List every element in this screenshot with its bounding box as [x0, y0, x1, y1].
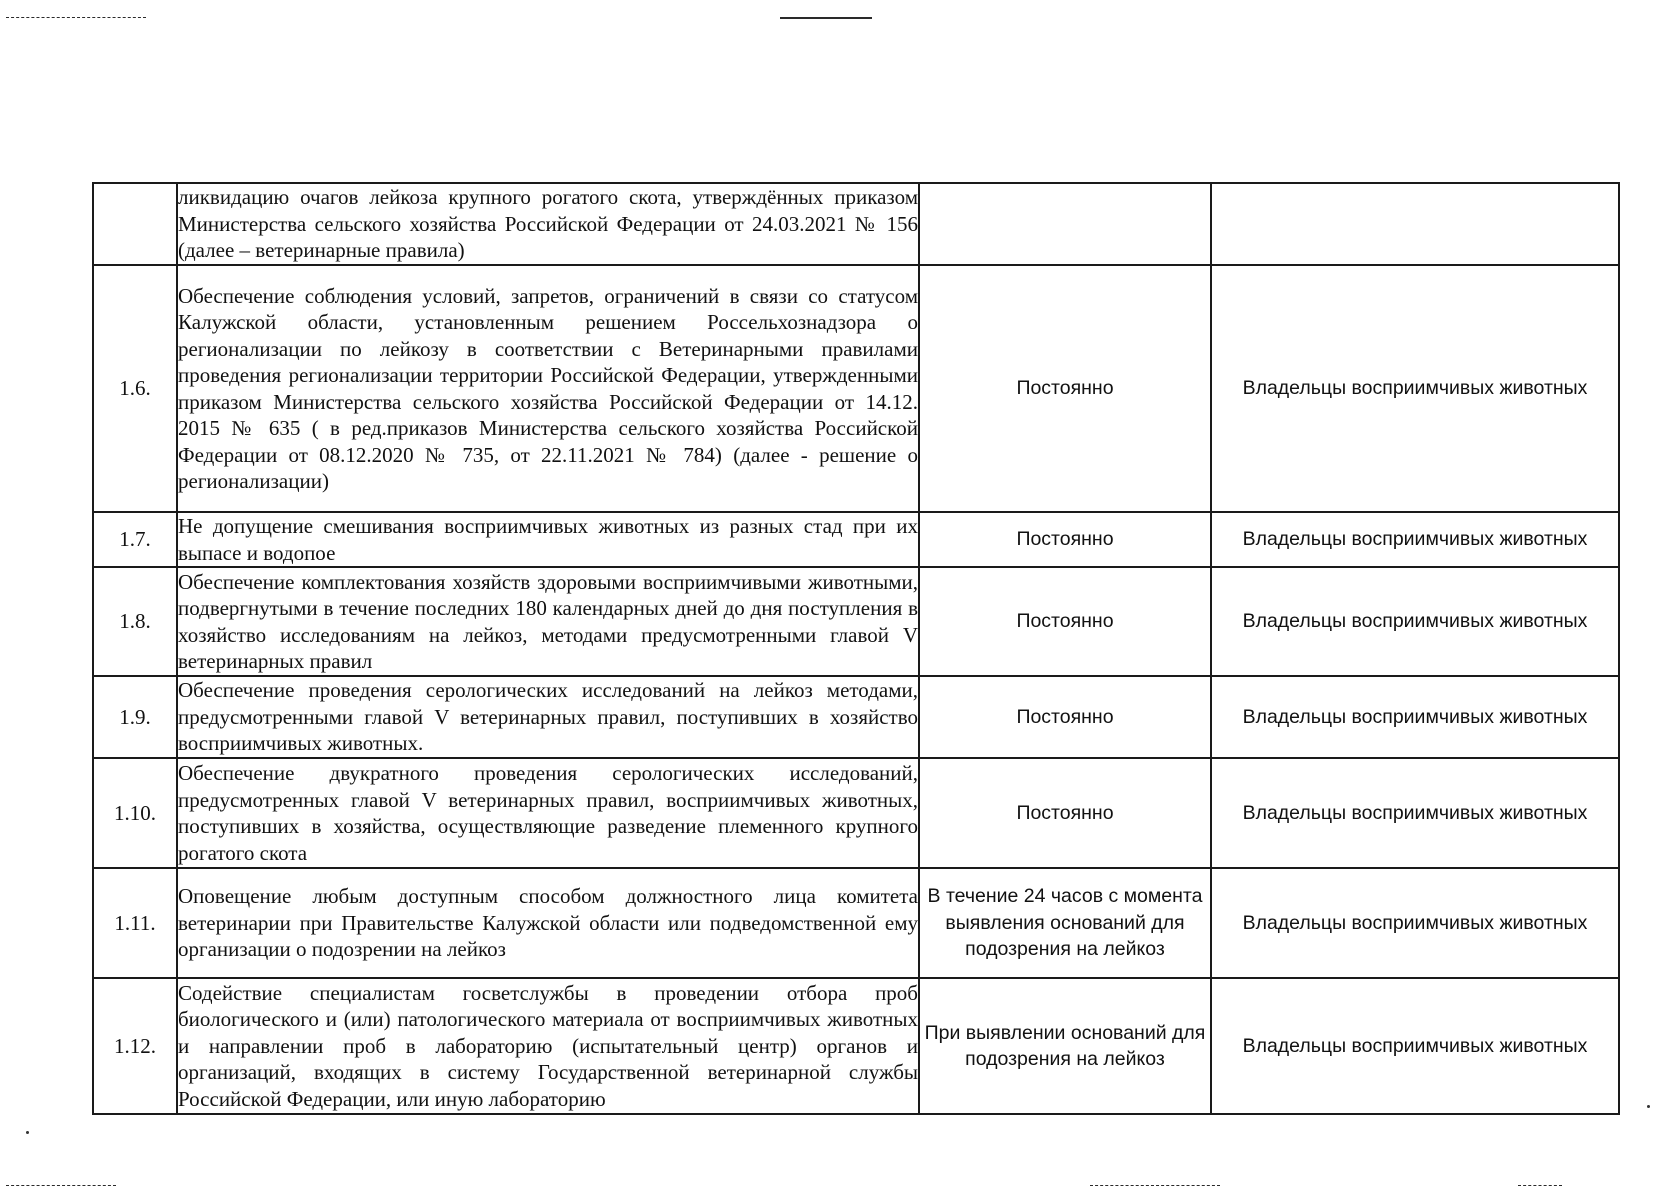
table-row-continuation — [93, 183, 1619, 265]
row-responsible — [1211, 183, 1619, 265]
row-responsible: Владельцы восприимчивых животных — [1211, 868, 1619, 978]
row-number: 1.10. — [93, 758, 177, 868]
row-number: 1.12. — [93, 978, 177, 1114]
row-description: Содействие специалистам госветслужбы в проведении отбора проб биологического и (или) патологического материала от восприимчивых животных и направлении проб в лабораторию (испытательный центр) органов и организаций, входящих в систему Государственной ветеринарной службы Российской Федерации, или иную лабораторию — [177, 978, 919, 1114]
row-number: 1.7. — [93, 512, 177, 567]
row-term: Постоянно — [919, 567, 1211, 676]
table-row-1-8 — [93, 567, 1619, 676]
scan-artifact-top-left — [6, 17, 146, 18]
row-term: Постоянно — [919, 512, 1211, 567]
row-term — [919, 183, 1211, 265]
scan-artifact-bottom-right — [1518, 1185, 1562, 1186]
row-responsible: Владельцы восприимчивых животных — [1211, 676, 1619, 758]
scan-artifact-dot-left — [26, 1131, 29, 1134]
row-number: 1.11. — [93, 868, 177, 978]
row-responsible: Владельцы восприимчивых животных — [1211, 567, 1619, 676]
row-number: 1.8. — [93, 567, 177, 676]
row-description: Оповещение любым доступным способом должностного лица комитета ветеринарии при Правительстве Калужской области или подведомственной ему организации о подозрении на лейкоз — [177, 868, 919, 978]
table-row-1-11 — [93, 868, 1619, 978]
table-row-1-6 — [93, 265, 1619, 512]
measures-table — [92, 182, 1620, 1115]
scan-artifact-bottom-left — [6, 1185, 116, 1186]
row-description: Обеспечение двукратного проведения серологических исследований, предусмотренных главой V ветеринарных правил, восприимчивых животных, поступивших в хозяйства, осуществляющие разведение племенного крупного рогатого скота — [177, 758, 919, 868]
row-term: В течение 24 часов с момента выявления оснований для подозрения на лейкоз — [919, 868, 1211, 978]
row-responsible: Владельцы восприимчивых животных — [1211, 512, 1619, 567]
table-row-1-9 — [93, 676, 1619, 758]
row-term: При выявлении оснований для подозрения на лейкоз — [919, 978, 1211, 1114]
row-responsible: Владельцы восприимчивых животных — [1211, 978, 1619, 1114]
scan-artifact-top-center — [780, 17, 872, 19]
scan-artifact-bottom-center — [1090, 1185, 1220, 1186]
row-number — [93, 183, 177, 265]
row-responsible: Владельцы восприимчивых животных — [1211, 758, 1619, 868]
row-description: Обеспечение проведения серологических исследований на лейкоз методами, предусмотренными главой V ветеринарных правил, поступивших в хозяйство восприимчивых животных. — [177, 676, 919, 758]
row-number: 1.6. — [93, 265, 177, 512]
row-description: Обеспечение соблюдения условий, запретов, ограничений в связи со статусом Калужской области, установленным решением Россельхознадзора о регионализации по лейкозу в соответствии с Ветеринарными правилами проведения регионализации территории Российской Федерации, утвержденными приказом Министерства сельского хозяйства Российской Федерации от 14.12. 2015 № 635 ( в ред.приказов Министерства сельского хозяйства Российской Федерации от 08.12.2020 № 735, от 22.11.2021 № 784) (далее - решение о регионализации) — [177, 265, 919, 512]
row-term: Постоянно — [919, 758, 1211, 868]
table-row-1-10 — [93, 758, 1619, 868]
row-description: Не допущение смешивания восприимчивых животных из разных стад при их выпасе и водопое — [177, 512, 919, 567]
row-number: 1.9. — [93, 676, 177, 758]
row-term: Постоянно — [919, 676, 1211, 758]
scan-artifact-dot-right — [1647, 1105, 1650, 1108]
table-row-1-12 — [93, 978, 1619, 1114]
row-term: Постоянно — [919, 265, 1211, 512]
row-description: Обеспечение комплектования хозяйств здоровыми восприимчивыми животными, подвергнутыми в течение последних 180 календарных дней до дня поступления в хозяйство исследованиям на лейкоз, методами предусмотренными главой V ветеринарных правил — [177, 567, 919, 676]
table-row-1-7 — [93, 512, 1619, 567]
row-responsible: Владельцы восприимчивых животных — [1211, 265, 1619, 512]
row-description: ликвидацию очагов лейкоза крупного рогатого скота, утверждённых приказом Министерства сельского хозяйства Российской Федерации от 24.03.2021 № 156 (далее – ветеринарные правила) — [177, 183, 919, 265]
